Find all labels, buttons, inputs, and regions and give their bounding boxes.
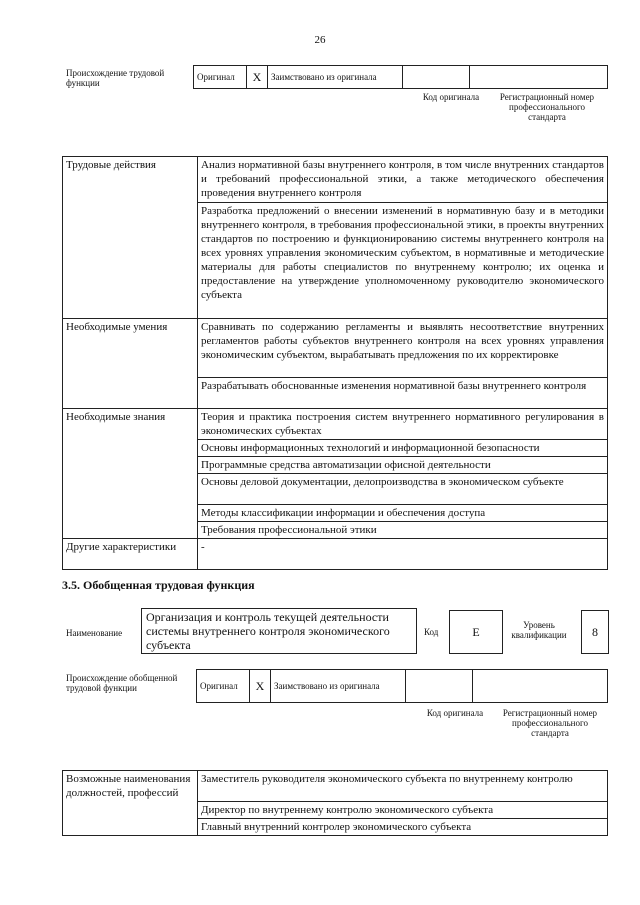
origin2-table	[196, 669, 608, 703]
name-label: Наименование	[66, 628, 123, 638]
name-box	[141, 608, 417, 654]
code-label: Код	[424, 627, 439, 637]
row-skills	[63, 319, 608, 378]
cell-text: -	[198, 539, 608, 570]
cell-text: Анализ нормативной базы внутреннего контроля, в том числе внутренних стандартов и требований профессиональной этики, а также методического обеспечения проведения внутреннего контроля	[198, 157, 608, 203]
reg-number-cell	[470, 66, 608, 89]
origin-table	[193, 65, 608, 89]
code-caption: Код оригинала	[426, 708, 484, 718]
cell-text: Разработка предложений о внесении изменений в нормативную базу и в методики внутреннего контроля, в требования профессиональной этики, в проекты внутренних стандартов по построению и функционированию системы внутреннего контроля на всех уровнях управления экономическим субъектом, в нормативные и методические материалы для работы специалистов по внутреннему контролю; их оценка и предоставление на утверждение уполномоченному руководителю экономического субъекта	[198, 203, 608, 319]
cell-text: Требования профессиональной этики	[198, 522, 608, 539]
page-number: 26	[314, 34, 326, 46]
row-label: Трудовые действия	[63, 157, 198, 319]
cell-text: Основы деловой документации, делопроизводства в экономическом субъекте	[198, 474, 608, 505]
level-label: Уровень квалификации	[511, 620, 567, 640]
cell-text: Программные средства автоматизации офисной деятельности	[198, 457, 608, 474]
position-item: Директор по внутреннему контролю экономического субъекта	[198, 802, 608, 819]
row-label: Необходимые умения	[63, 319, 198, 409]
borrowed-cell: Заимствовано из оригинала	[271, 670, 406, 703]
code-cell	[406, 670, 473, 703]
original-mark: X	[250, 670, 271, 703]
origin-label: Происхождение трудовой функции	[66, 68, 165, 88]
row-label: Необходимые знания	[63, 409, 198, 539]
level-value: 8	[592, 625, 598, 639]
name-value: Организация и контроль текущей деятельности системы внутреннего контроля экономического субъекта	[146, 610, 390, 652]
row-label: Другие характеристики	[63, 539, 198, 570]
cell-text: Основы информационных технологий и информационной безопасности	[198, 440, 608, 457]
code-caption: Код оригинала	[422, 92, 480, 102]
code-box	[449, 610, 503, 654]
original-cell: Оригинал	[194, 66, 247, 89]
cell-text: Теория и практика построения систем внутреннего нормативного регулирования в экономических субъектах	[198, 409, 608, 440]
row-knowledge	[63, 409, 608, 440]
original-mark: X	[247, 66, 268, 89]
reg-caption: Регистрационный номер профессионального стандарта	[499, 92, 595, 122]
level-box	[581, 610, 609, 654]
positions-table	[62, 770, 608, 836]
code-cell	[403, 66, 470, 89]
cell-text: Разрабатывать обоснованные изменения нормативной базы внутреннего контроля	[198, 378, 608, 409]
origin2-label: Происхождение обобщенной трудовой функции	[66, 673, 178, 693]
cell-text: Методы классификации информации и обеспечения доступа	[198, 505, 608, 522]
borrowed-cell: Заимствовано из оригинала	[268, 66, 403, 89]
position-item: Главный внутренний контролер экономического субъекта	[198, 819, 608, 836]
row-other	[63, 539, 608, 570]
code-value: E	[472, 625, 480, 639]
reg-caption: Регистрационный номер профессионального стандарта	[502, 708, 598, 738]
cell-text: Сравнивать по содержанию регламенты и выявлять несоответствие внутренних регламентов работы субъектов внутреннего контроля на всех уровнях управления экономическим субъектом, вырабатывать предложения по их корректировке	[198, 319, 608, 378]
position-item: Заместитель руководителя экономического субъекта по внутреннему контролю	[198, 771, 608, 802]
function-table	[62, 156, 608, 570]
reg-number-cell	[473, 670, 608, 703]
row-actions	[63, 157, 608, 203]
original-cell: Оригинал	[197, 670, 250, 703]
positions-label: Возможные наименования должностей, профессий	[63, 771, 198, 836]
section-heading: 3.5. Обобщенная трудовая функция	[62, 578, 255, 592]
